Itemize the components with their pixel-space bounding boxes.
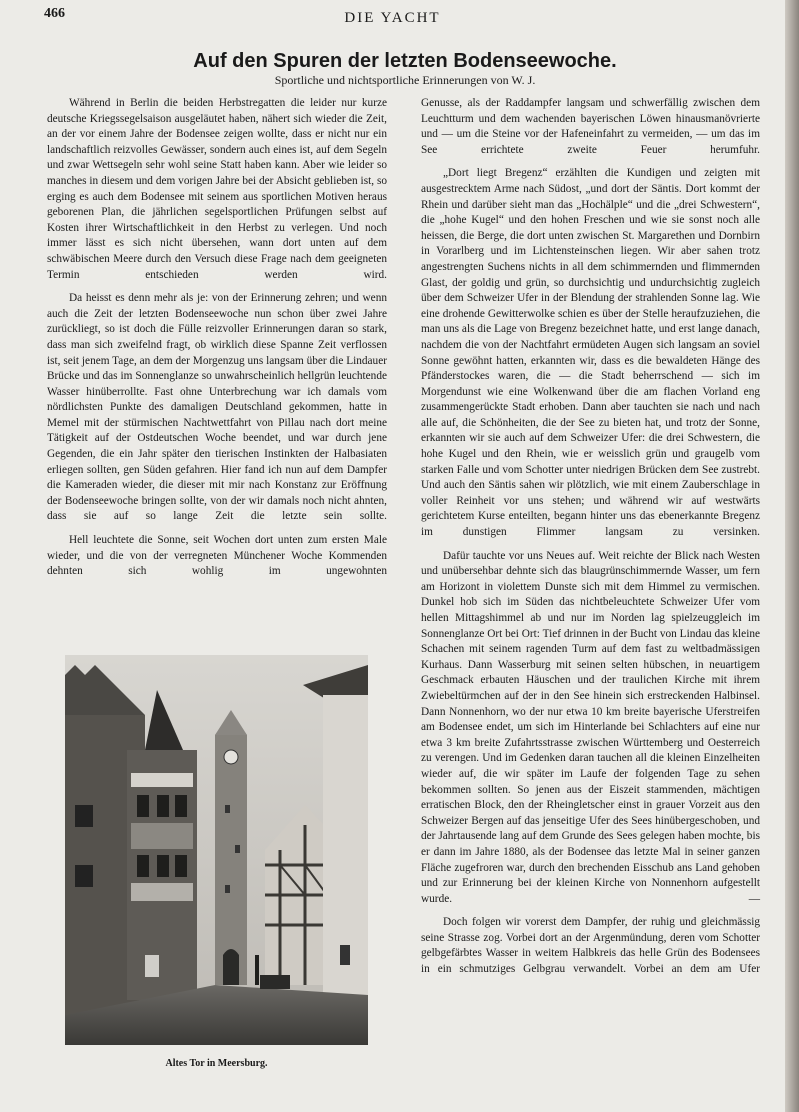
paragraph: „Dort liegt Bregenz“ erzählten die Kundigen und zeigten mit ausgestrecktem Arme nach Südost, „und dort der Säntis. Dort kommt der Rhein und darüber sieht man das „Hochälple“ und die „drei Schwestern“, die „hohe Kugel“ und den hohen Freschen und wie sie sonst noch alle heissen, die Berge, die dort unten zwischen St. Margarethen und Dornbirn in Vorarlberg und im Lichtensteinschen liegen. Wir aber sahen trotz angestrengten Suchens nichts in all dem schimmernden und flimmernden Glast, der goldig und grün, so durchsichtig und undurchsichtig zugleich über dem Schweizer Ufer in der Blendung der strahlenden Sonne lag. Wie eine drohende Gewitterwolke schien es über der Stelle heraufzuziehen, die man uns als die Lage von Bregenz bezeichnet hatte, und erst lange danach, nachdem die von der Nachtfahrt ermüdeten Augen sich langsam an soviel Sonne gewöhnt hatten, erkannten wir, dass es die bewaldeten Hänge des Pfänderstockes waren, die — die Stadt beherrschend — sich im Morgendunst wie eine Wolkenwand über die am flachen Vorland eng zusammengerückte Stadt erhoben. Dann aber tauchten sie nach und nach alle auf, die Schönheiten, die der See zu bieten hat, und trotz der Sonne, erkannten wir sie auch auf dem Schweizer Ufer: die drei Schwestern, die hohe Kugel und den Rhein, wie er weisslich grün und graugelb vom starken Falle und vom Schotter unter niedrigen Brücken dem See zustrebt. Und auch den Säntis sahen wir plötzlich, wie mit einem Zauberschlage in voller Reinheit vor uns stehen; und während wir auf westwärts gerichtetem Kurse enteilten, begann hinter uns das ebenerkannte Bregenz im dunstigen Flimmer langsam zu versinken. [421,167,760,539]
paragraph: Da heisst es denn mehr als je: von der Erinnerung zehren; und wenn auch die Zeit der letzten Bodenseewoche nun schon über zwei Jahre zurückliegt, so ist doch die Fülle reizvoller Erinnerungen daran so stark, dass man sich zweifelnd fragt, ob wirklich diese Spanne Zeit verflossen ist, seit jenem Tage, an dem der Morgenzug uns langsam über die Lindauer Brücke und das im Sonnenglanze so unwahrscheinlich hellgrün leuchtende Wasser hinüberrollte. Fast ohne Unterbrechung war ich damals vom nördlichsten Punkte des damaligen Deutschland gekommen, hatte in Memel mit der stürmischen Nachtwettfahrt von Pillau nach dort meine Tätigkeit auf der Ostdeutschen Woche beendet, und war durch jene Gegenden, die ein Jahr später den tierischen Instinkten der Halbasiaten erliegen sollten, gen Süden gefahren. Hier fand ich nun auf dem Dampfer die Kameraden wieder, die dieser mit mir nach Konstanz zur Eröffnung der Bodenseewoche bringen sollte, von der wir damals noch nicht ahnten, dass sie auf so lange Zeit die letzte sein sollte. [47,292,387,523]
right-column [421,96,760,986]
paragraph: Genusse, als der Raddampfer langsam und schwerfällig zwischen dem Leuchtturm und dem wachenden bayerischen Löwen hinausmanövrierte und — um die Steine vor der Hafeneinfahrt zu vermeiden, — um das im See errichtete zweite Feuer herumfuhr. [421,97,760,156]
article-title: Auf den Spuren der letzten Bodenseewoche. [193,50,617,72]
paragraph: Während in Berlin die beiden Herbstregatten die leider nur kurze deutsche Kriegssegelsaison ausgeläutet haben, nähert sich wieder die Zeit, an der vor einem Jahre der Bodensee zeigen wollte, dass er nicht nur ein landschaftlich reizvolles Gewässer, sondern auch eines ist, auf dem Segeln und zwar Wettsegeln sehr wohl seine Statt haben kann. Aber wie leider so manches in diesem und dem vorigen Jahre bei der Absicht geblieben ist, so erging es auch dem Bodensee mit seinem aus sportlichen Motiven heraus geborenen Plan, die jährlichen segelsportlichen Prüfungen selbst auf Kosten ihrer Wirtschaftlichkeit in den Herbst zu verlegen. Und noch immer lässt es sich nicht übersehen, wann dort unten auf dem schwäbischen Meere durch den Versuch diese Frage nach dem geeigneten Termin entschieden werden wird. [47,97,387,281]
paragraph: Dafür tauchte vor uns Neues auf. Weit reichte der Blick nach Westen und unübersehbar dehnte sich das blaugrünschimmernde Wasser, um fern am Horizont in violettem Dunste sich mit dem Himmel zu vermischen. Dunkel hob sich im Süden das nichtbeleuchtete Schweizer Ufer vom hellen Mittagshimmel ab und nur im Norden lag spielzeuggleich im Sonnenglanze Ort bei Ort: Tief drinnen in der Bucht von Lindau das kleine Schachen mit seinem ragenden Turm auf dem fast zu weltbadmässigen Kurhaus. Dann Wasserburg mit seinen selten hübschen, in neuartigem Geschmack erbauten Häuschen und der traulichen Kirche mit ihrem Zwiebeltürmchen auf der in den See hinein sich erstreckenden Halbinsel. Dann Nonnenhorn, wo der nur etwa 10 km breite bayerische Uferstreifen am Bodensee endet, um sich im Hinterlande bei Schlachters auf eine nur etwa 3 km breite Zufahrtsstrasse zwischen Württemberg und Oesterreich zu verengen. Und im Gedenken daran tauchen all die kleinen Einzelheiten wieder auf, die wir später im Laufe der folgenden Tage zu sehen bekommen sollten. So jenen aus der Eiszeit stammenden, mächtigen erratischen Block, den der Rheingletscher einst in grauer Vorzeit aus den Schweizer Bergen auf das jenseitige Ufer des Sees hinübergeschoben, und der Jahrtausende lang auf dem Grunde des Sees gelegen haben mochte, bis er dann im Jahre 1880, als der Bodensee das letzte Mal in seiner ganzen Fläche zugefroren war, durch den brechenden Eisschub ans Land gehoben und zur Erinnerung bei der kleinen Kirche von Nonnenhorn aufgestellt wurde. — [421,549,760,905]
photo-illustration [65,655,368,1045]
paragraph: Doch folgen wir vorerst dem Dampfer, der ruhig und gleichmässig seine Strasse zog. Vorbei dort an der Argenmündung, deren vom Schotter gelbgefärbtes Wasser in weitem Halbkreis das helle Grün des Bodensees in ein schmutziges Gelbgrau verwandelt. Vorbei an dem am Ufer [421,916,760,976]
photo-caption: Altes Tor in Meersburg. [165,1058,268,1069]
paragraph: Hell leuchtete die Sonne, seit Wochen dort unten zum ersten Male wieder, und die von der verregneten Münchener Woche Kommenden dehnten sich wohlig im ungewohnten [47,534,387,578]
article-subtitle: Sportliche und nichtsportliche Erinnerungen von W. J. [274,73,536,87]
left-column [47,96,387,588]
page-number: 466 [44,6,65,21]
photo-old-gate-meersburg [65,655,368,1045]
page-edge [785,0,799,1112]
running-header: DIE YACHT [344,10,441,26]
